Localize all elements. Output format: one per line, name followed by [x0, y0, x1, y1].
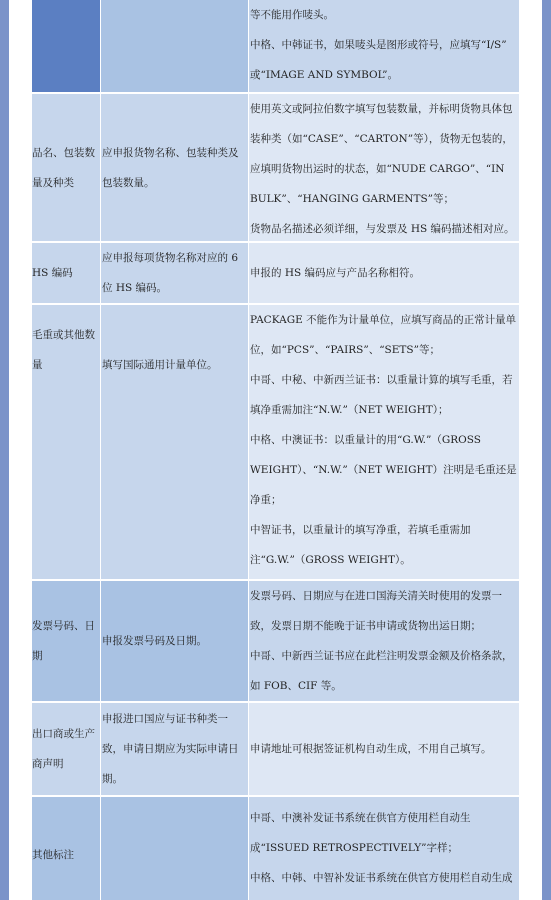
notes-cell — [249, 94, 519, 241]
note-line: 申报的 HS 编码应与产品名称相符。 — [250, 267, 421, 279]
table-row — [32, 797, 519, 900]
note-line: 中格、中韩、中智补发证书系统在供官方使用栏自动生成 — [250, 872, 513, 884]
notes-cell — [249, 0, 519, 92]
field-cell — [32, 0, 101, 92]
requirement-cell — [101, 0, 249, 92]
note-line: 中格、中韩证书，如果唛头是图形或符号，应填写“I/S” — [250, 39, 507, 51]
requirement-cell: 应申报货物名称、包装种类及包装数量。 — [101, 94, 249, 241]
note-line: 等不能用作唛头。 — [250, 9, 334, 21]
notes-cell — [249, 703, 519, 795]
field-cell: 发票号码、日期 — [32, 581, 101, 701]
field-cell: 毛重或其他数量 — [32, 305, 101, 579]
left-border — [0, 0, 9, 900]
field-cell: 品名、包装数量及种类 — [32, 94, 101, 241]
table-row — [32, 94, 519, 243]
co-field-table — [32, 0, 519, 900]
field-cell: HS 编码 — [32, 243, 101, 303]
table-row — [32, 243, 519, 305]
notes-cell — [249, 243, 519, 303]
requirement-cell: 申报进口国应与证书种类一致，申请日期应为实际申请日期。 — [101, 703, 249, 795]
note-line: 中格、中澳证书：以重量计的用“G.W.”（GROSS WEIGHT）、“N.W.”（NET WEIGHT）注明是毛重还是净重； — [250, 434, 517, 506]
requirement-cell: 填写国际通用计量单位。 — [101, 305, 249, 579]
field-cell: 其他标注 — [32, 797, 101, 900]
notes-cell — [249, 797, 519, 900]
requirement-cell — [101, 797, 249, 900]
note-line: 使用英文或阿拉伯数字填写包装数量，并标明货物具体包装种类（如“CASE”、“CARTON”等），货物无包装的，应填明货物出运时的状态，如“NUDE CARGO”、“IN BULK”、“HANGING GARMENTS”等； — [250, 103, 513, 205]
note-line: 中哥、中秘、中新西兰证书：以重量计算的填写毛重，若填净重需加注“N.W.”（NET WEIGHT）； — [250, 374, 513, 416]
field-cell: 出口商或生产商声明 — [32, 703, 101, 795]
table-row — [32, 305, 519, 581]
note-line: 申请地址可根据签证机构自动生成，不用自己填写。 — [250, 743, 492, 755]
note-line: 中智证书，以重量计的填写净重，若填毛重需加注“G.W.”（GROSS WEIGHT）。 — [250, 524, 471, 566]
note-line: 发票号码、日期应与在进口国海关清关时使用的发票一致，发票日期不能晚于证书申请或货物出运日期； — [250, 590, 502, 632]
note-line: 中哥、中新西兰证书应在此栏注明发票金额及价格条款，如 FOB、CIF 等。 — [250, 650, 513, 692]
note-line: 或“IMAGE AND SYMBOL”。 — [250, 69, 398, 81]
requirement-cell: 申报发票号码及日期。 — [101, 581, 249, 701]
requirement-cell: 应申报每项货物名称对应的 6 位 HS 编码。 — [101, 243, 249, 303]
right-border — [542, 0, 551, 900]
notes-cell — [249, 581, 519, 701]
notes-cell — [249, 305, 519, 579]
table-row — [32, 581, 519, 703]
note-line: 货物品名描述必须详细，与发票及 HS 编码描述相对应。 — [250, 223, 515, 235]
note-line: 中哥、中澳补发证书系统在供官方使用栏自动生成“ISSUED RETROSPECTIVELY”字样； — [250, 812, 471, 854]
table-row — [32, 0, 519, 94]
table-row — [32, 703, 519, 797]
note-line: PACKAGE 不能作为计量单位，应填写商品的正常计量单位，如“PCS”、“PAIRS”、“SETS”等； — [250, 314, 517, 356]
